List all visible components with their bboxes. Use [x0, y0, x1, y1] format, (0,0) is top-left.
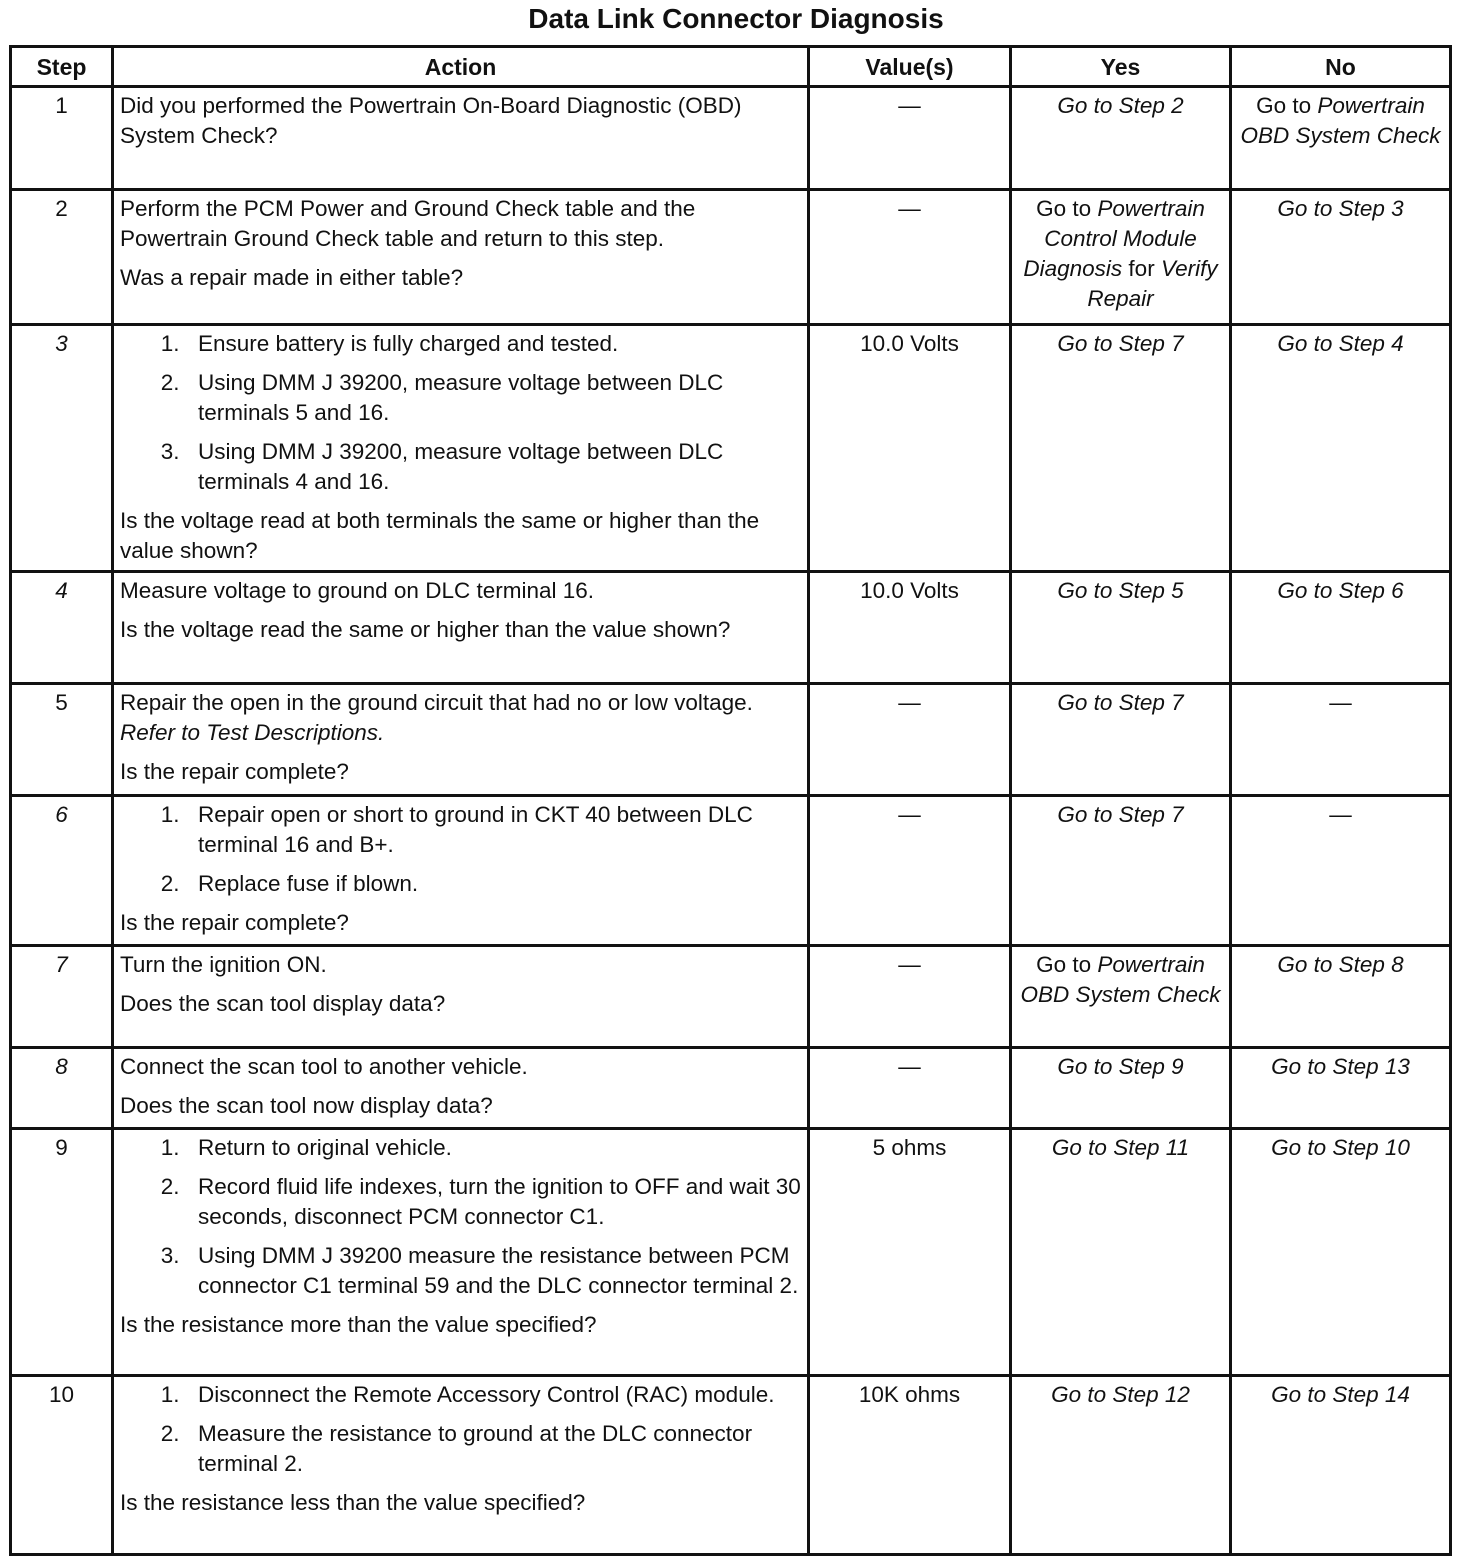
table-row: [11, 946, 1451, 1048]
no-link[interactable]: Go to Step 4: [1277, 331, 1404, 356]
table-row: [11, 1129, 1451, 1376]
list-item: 3. Using DMM J 39200 measure the resistance between PCM connector C1 terminal 59 and the DLC connector terminal 2.: [192, 1241, 801, 1301]
no-cell: [1231, 572, 1451, 684]
action-cell: [113, 946, 809, 1048]
no-link[interactable]: Go to Step 10: [1271, 1135, 1410, 1160]
step-number: 3: [11, 325, 113, 572]
diagnosis-table: [9, 45, 1452, 1556]
yes-cell: [1011, 1376, 1231, 1555]
yes-link[interactable]: Go to Step 12: [1051, 1382, 1190, 1407]
yes-link[interactable]: Go to Step 9: [1057, 1054, 1184, 1079]
step-number: 2: [11, 190, 113, 325]
value-cell: —: [809, 684, 1011, 796]
list-item: 2. Measure the resistance to ground at the DLC connector terminal 2.: [192, 1419, 801, 1479]
table-header-row: [11, 47, 1451, 87]
step-number: 6: [11, 796, 113, 946]
action-question: Is the voltage read the same or higher than the value shown?: [120, 617, 731, 642]
list-item: 1. Disconnect the Remote Accessory Control (RAC) module.: [192, 1380, 801, 1410]
no-cell: [1231, 1048, 1451, 1129]
action-cell: [113, 1376, 809, 1555]
table-row: [11, 325, 1451, 572]
yes-cell: [1011, 325, 1231, 572]
yes-cell: Go to Powertrain Control Module Diagnosis for Verify Repair: [1011, 190, 1231, 325]
no-cell: [1231, 190, 1451, 325]
action-question: Is the resistance less than the value specified?: [120, 1490, 586, 1515]
yes-link[interactable]: Powertrain OBD System Check: [1020, 952, 1221, 1007]
no-cell: —: [1231, 684, 1451, 796]
no-link[interactable]: Go to Step 13: [1271, 1054, 1410, 1079]
yes-cell: Go to Powertrain OBD System Check: [1011, 946, 1231, 1048]
table-row: [11, 796, 1451, 946]
value-cell: —: [809, 190, 1011, 325]
step-number: 8: [11, 1048, 113, 1129]
value-cell: —: [809, 946, 1011, 1048]
list-item: 2. Replace fuse if blown.: [192, 869, 801, 899]
action-list: [120, 1380, 801, 1479]
no-link[interactable]: Go to Step 6: [1277, 578, 1404, 603]
value-cell: 10.0 Volts: [809, 572, 1011, 684]
no-link[interactable]: Powertrain OBD System Check: [1240, 93, 1441, 148]
step-number: 5: [11, 684, 113, 796]
step-number: 9: [11, 1129, 113, 1376]
no-cell: —: [1231, 796, 1451, 946]
step-number: 7: [11, 946, 113, 1048]
step-number: 10: [11, 1376, 113, 1555]
yes-link[interactable]: Powertrain Control Module Diagnosis: [1023, 196, 1205, 281]
yes-cell: [1011, 87, 1231, 190]
value-cell: 10K ohms: [809, 1376, 1011, 1555]
action-text: Repair the open in the ground circuit that had no or low voltage. Refer to Test Descriptions.: [120, 690, 753, 745]
action-question: Is the repair complete?: [120, 910, 349, 935]
yes-cell: [1011, 1129, 1231, 1376]
no-cell: Go to Powertrain OBD System Check: [1231, 87, 1451, 190]
table-row: [11, 190, 1451, 325]
yes-link[interactable]: Go to Step 7: [1057, 802, 1184, 827]
yes-cell: [1011, 684, 1231, 796]
no-link[interactable]: Go to Step 8: [1277, 952, 1404, 977]
header-step: Step: [11, 47, 113, 87]
action-text: Turn the ignition ON.: [120, 952, 327, 977]
list-item: 2. Using DMM J 39200, measure voltage between DLC terminals 5 and 16.: [192, 368, 801, 428]
action-text: Perform the PCM Power and Ground Check table and the Powertrain Ground Check table and return to this step.: [120, 196, 696, 251]
action-question: Was a repair made in either table?: [120, 265, 464, 290]
value-cell: 10.0 Volts: [809, 325, 1011, 572]
action-list: [120, 329, 801, 497]
action-cell: [113, 1129, 809, 1376]
action-cell: [113, 325, 809, 572]
value-cell: —: [809, 796, 1011, 946]
yes-cell: [1011, 796, 1231, 946]
action-text: Measure voltage to ground on DLC terminal 16.: [120, 578, 595, 603]
yes-link[interactable]: Go to Step 11: [1051, 1135, 1190, 1160]
table-row: [11, 87, 1451, 190]
yes-link[interactable]: Go to Step 2: [1057, 93, 1184, 118]
action-question: Does the scan tool now display data?: [120, 1093, 493, 1118]
no-cell: [1231, 325, 1451, 572]
yes-link[interactable]: Go to Step 5: [1057, 578, 1184, 603]
action-cell: [113, 684, 809, 796]
action-text: Connect the scan tool to another vehicle.: [120, 1054, 528, 1079]
list-item: 1. Return to original vehicle.: [192, 1133, 801, 1163]
action-cell: [113, 87, 809, 190]
list-item: 2. Record fluid life indexes, turn the ignition to OFF and wait 30 seconds, disconnect PCM connector C1.: [192, 1172, 801, 1232]
action-question: Is the resistance more than the value specified?: [120, 1312, 597, 1337]
value-cell: 5 ohms: [809, 1129, 1011, 1376]
step-number: 4: [11, 572, 113, 684]
action-cell: [113, 796, 809, 946]
header-yes: Yes: [1011, 47, 1231, 87]
yes-link-2[interactable]: Verify Repair: [1087, 256, 1218, 311]
action-question: Does the scan tool display data?: [120, 991, 446, 1016]
no-cell: [1231, 946, 1451, 1048]
value-cell: —: [809, 1048, 1011, 1129]
header-values: Value(s): [809, 47, 1011, 87]
no-link[interactable]: Go to Step 3: [1277, 196, 1404, 221]
action-list: [120, 800, 801, 899]
yes-link[interactable]: Go to Step 7: [1057, 690, 1184, 715]
action-text: Did you performed the Powertrain On-Board Diagnostic (OBD) System Check?: [120, 93, 742, 148]
value-cell: —: [809, 87, 1011, 190]
table-row: [11, 572, 1451, 684]
action-cell: [113, 572, 809, 684]
list-item: 1. Ensure battery is fully charged and tested.: [192, 329, 801, 359]
header-action: Action: [113, 47, 809, 87]
action-question: Is the repair complete?: [120, 759, 349, 784]
list-item: 3. Using DMM J 39200, measure voltage between DLC terminals 4 and 16.: [192, 437, 801, 497]
test-descriptions-link[interactable]: Refer to Test Descriptions.: [120, 720, 385, 745]
action-question: Is the voltage read at both terminals the same or higher than the value shown?: [120, 508, 760, 563]
action-cell: [113, 1048, 809, 1129]
table-row: [11, 1048, 1451, 1129]
no-cell: [1231, 1129, 1451, 1376]
yes-cell: [1011, 572, 1231, 684]
action-list: [120, 1133, 801, 1301]
action-cell: [113, 190, 809, 325]
list-item: 1. Repair open or short to ground in CKT 40 between DLC terminal 16 and B+.: [192, 800, 801, 860]
table-row: [11, 684, 1451, 796]
step-number: 1: [11, 87, 113, 190]
no-cell: [1231, 1376, 1451, 1555]
yes-cell: [1011, 1048, 1231, 1129]
no-link[interactable]: Go to Step 14: [1271, 1382, 1410, 1407]
yes-link[interactable]: Go to Step 7: [1057, 331, 1184, 356]
header-no: No: [1231, 47, 1451, 87]
page-title: Data Link Connector Diagnosis: [528, 3, 944, 34]
table-row: [11, 1376, 1451, 1555]
